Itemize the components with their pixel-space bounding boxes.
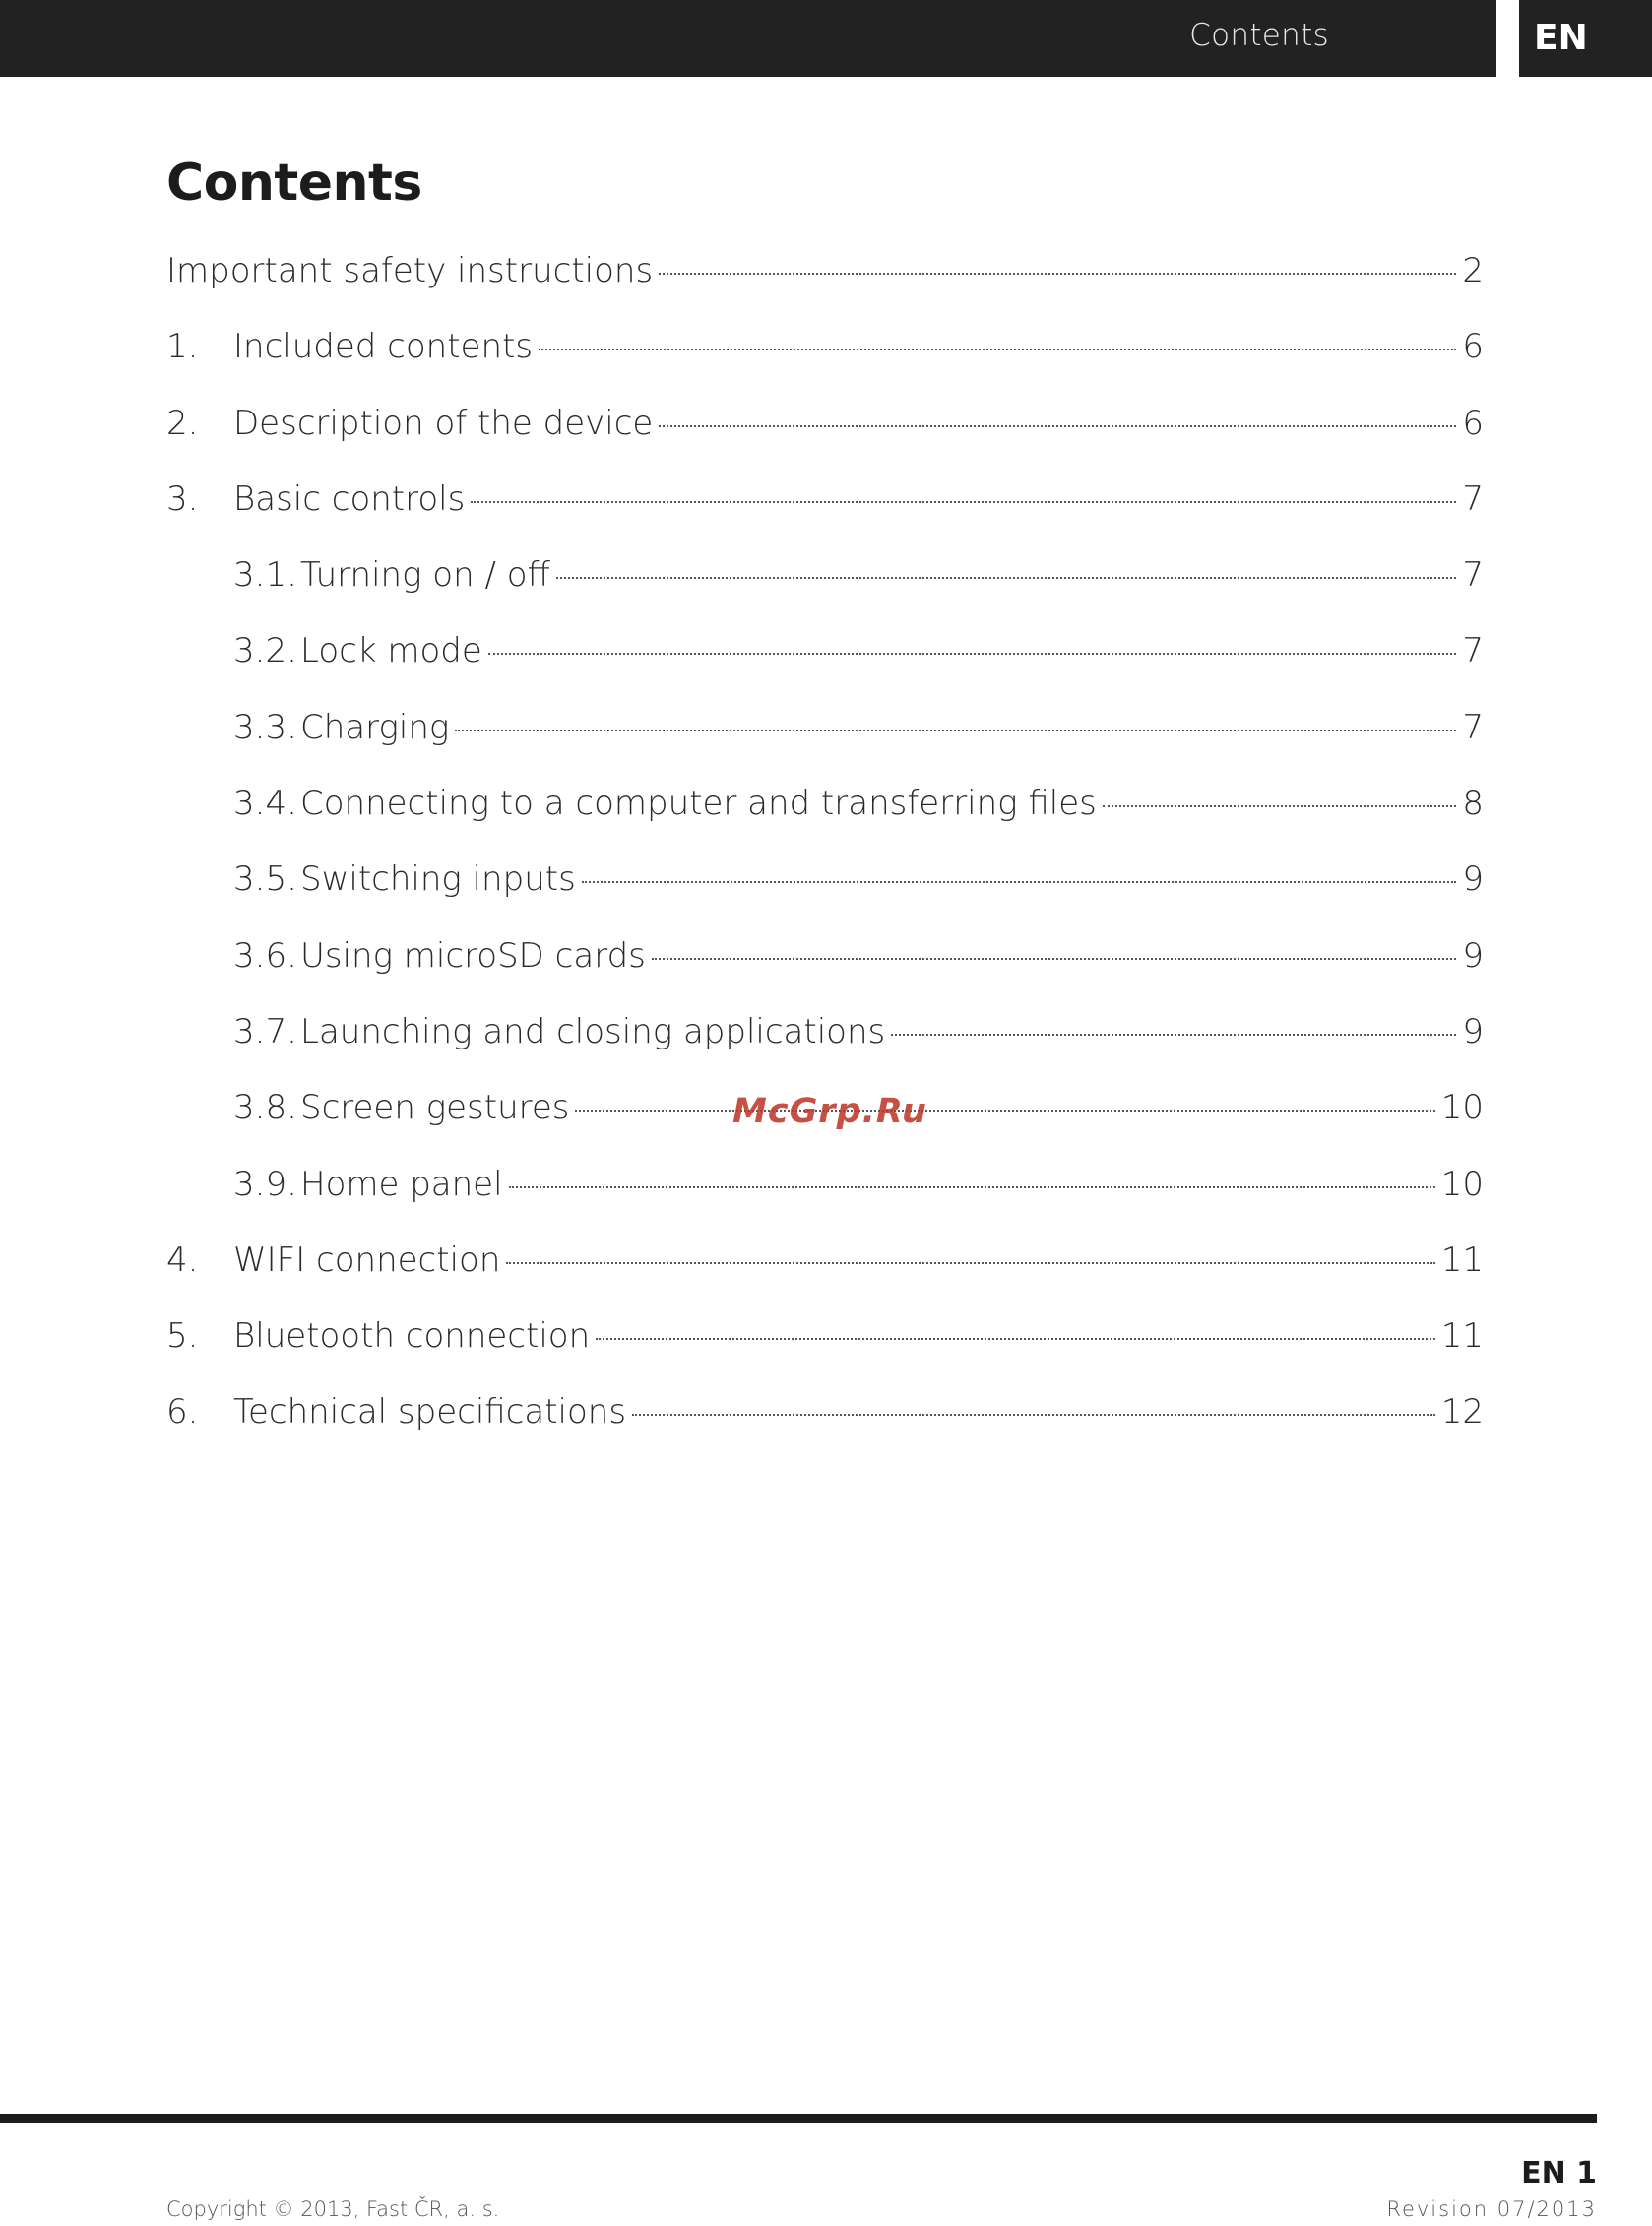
toc-dot-leader [556,577,1456,579]
toc-entry[interactable] [166,327,1484,403]
toc-entry-number: 3.4. [233,784,297,824]
toc-entry-page: 9 [1462,1011,1484,1051]
toc-entry-title: Important safety instructions [166,251,654,290]
toc-entry-number: 3.2. [233,631,297,671]
toc-entry[interactable] [166,631,1484,707]
toc-entry-title: Charging [300,707,450,747]
toc-entry-number: 3.9. [233,1164,297,1204]
toc-entry-title: Using microSD cards [300,935,646,976]
toc-entry-page: 6 [1462,403,1484,443]
header-bar [0,0,1496,77]
toc-dot-leader [1103,805,1456,807]
toc-dot-leader [455,730,1456,731]
toc-dot-leader [652,958,1456,960]
toc-entry-number: 3.3. [233,707,297,747]
header-section-title: Contents [1189,18,1329,53]
toc-entry[interactable] [166,784,1484,859]
toc-dot-leader [632,1414,1435,1416]
toc-entry-number: 2. [166,403,199,443]
toc-entry-number: 3.5. [233,859,297,900]
toc-entry-title: Technical specifications [233,1392,627,1432]
toc-entry-title: Launching and closing applications [300,1011,886,1051]
toc-entry[interactable] [166,555,1484,631]
footer-divider [0,2114,1597,2123]
toc-entry-title: Description of the device [233,403,654,443]
toc-entry-title: Basic controls [233,478,466,519]
toc-dot-leader [539,349,1456,350]
toc-dot-leader [659,273,1456,275]
toc-entry-page: 8 [1462,784,1484,824]
toc-entry-title: Included contents [233,327,534,367]
toc-entry-page: 2 [1462,251,1484,290]
watermark: McGrp.Ru [732,1092,927,1131]
toc-entry-page: 12 [1440,1392,1484,1432]
toc-entry-page: 6 [1462,327,1484,367]
language-badge: EN [1519,0,1652,77]
toc-dot-leader [488,653,1457,655]
toc-entry[interactable] [166,859,1484,935]
toc-entry-number: 3.1. [233,555,297,596]
toc-entry-number: 3. [166,478,199,519]
footer-revision: Revision 07/2013 [1386,2197,1597,2221]
toc-entry[interactable] [166,1316,1484,1392]
toc-entry-page: 11 [1440,1240,1484,1280]
toc-dot-leader [471,501,1456,503]
toc-entry[interactable] [166,1392,1484,1468]
toc-entry-title: Switching inputs [300,859,576,900]
toc-dot-leader [659,425,1456,427]
toc-dot-leader [596,1338,1435,1340]
toc-entry-title: WIFI connection [233,1240,501,1280]
toc-entry-page: 7 [1462,707,1484,747]
toc-entry[interactable] [166,708,1484,784]
toc-entry-title: Connecting to a computer and transferring files [300,784,1097,824]
toc-entry[interactable] [166,479,1484,555]
toc-entry-page: 10 [1440,1164,1484,1204]
table-of-contents [166,251,1484,1469]
toc-entry-title: Turning on / off [300,555,550,596]
toc-dot-leader [575,1110,1434,1112]
toc-entry[interactable] [166,936,1484,1012]
toc-entry-page: 11 [1440,1316,1484,1357]
toc-entry-page: 7 [1462,555,1484,596]
toc-entry-number: 3.8. [233,1088,297,1128]
toc-entry-number: 3.7. [233,1011,297,1051]
toc-entry-page: 9 [1462,859,1484,900]
footer-page-number: EN 1 [1521,2156,1597,2191]
toc-dot-leader [891,1034,1456,1036]
toc-entry-number: 3.6. [233,935,297,976]
toc-entry-number: 4. [166,1240,199,1280]
toc-entry[interactable] [166,1165,1484,1240]
toc-entry-number: 1. [166,327,199,367]
toc-dot-leader [582,881,1457,883]
toc-entry-title: Bluetooth connection [233,1316,591,1357]
toc-entry[interactable] [166,1012,1484,1088]
toc-entry[interactable] [166,1240,1484,1316]
toc-entry[interactable] [166,251,1484,327]
toc-dot-leader [509,1186,1435,1188]
toc-dot-leader [506,1262,1434,1264]
toc-entry-title: Lock mode [300,631,482,671]
toc-entry-title: Screen gestures [300,1088,570,1128]
footer-copyright: Copyright © 2013, Fast ČR, a. s. [166,2197,500,2221]
toc-entry-page: 7 [1462,631,1484,671]
toc-entry-page: 7 [1462,478,1484,519]
page-title: Contents [166,154,422,213]
toc-entry-title: Home panel [300,1164,503,1204]
toc-entry-number: 6. [166,1392,199,1432]
toc-entry-number: 5. [166,1316,199,1357]
toc-entry[interactable] [166,404,1484,479]
toc-entry-page: 9 [1462,935,1484,976]
toc-entry-page: 10 [1440,1088,1484,1128]
